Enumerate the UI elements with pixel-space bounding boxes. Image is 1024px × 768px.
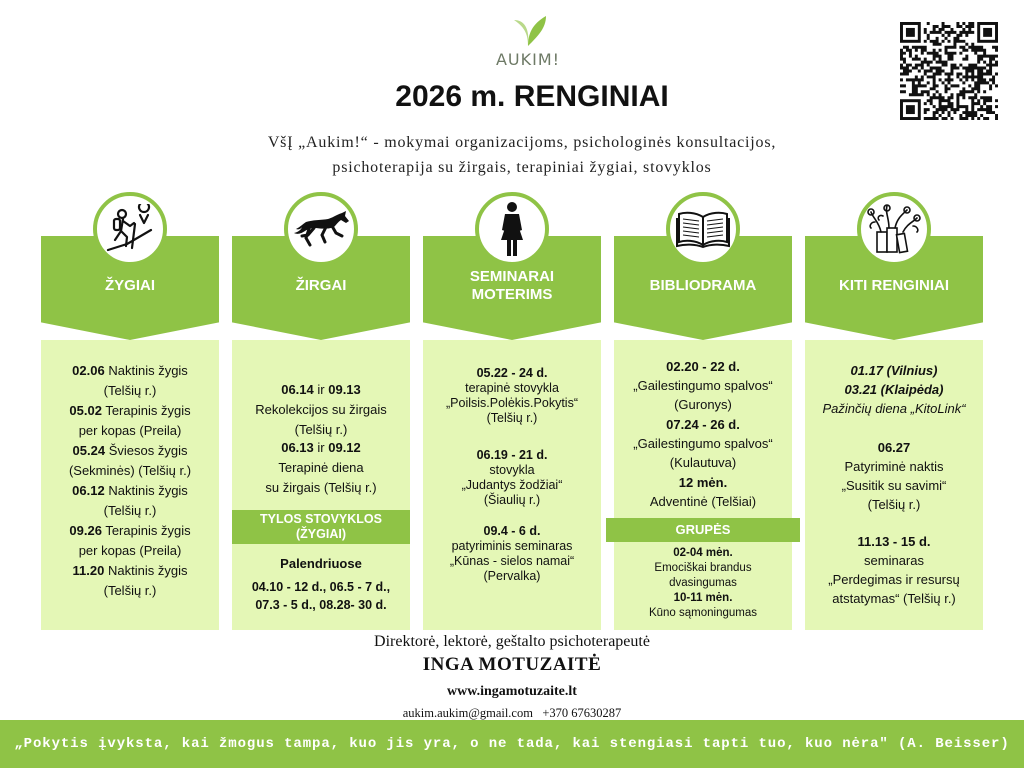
author-role: Direktorė, lektorė, geštalto psichoterapeutė <box>374 633 650 650</box>
column-horses <box>232 236 410 630</box>
column-title: BIBLIODRAMA <box>649 277 757 294</box>
silence-camps-band: TYLOS STOVYKLOS (ŽYGIAI) <box>232 510 410 544</box>
camp-place: Palendriuose <box>280 556 362 571</box>
horse-event-2: 06.13 ir 09.12 Terapinė diena su žirgais (Telšių r.) <box>265 440 377 495</box>
list-item: 06.12 Naktinis žygis <box>72 483 188 498</box>
logo <box>478 14 578 69</box>
column-title: ŽYGIAI <box>104 277 155 294</box>
phone-number: +370 67630287 <box>542 706 622 720</box>
subtitle-line-1: VšĮ „Aukim!“ - mokymai organizacijoms, psichologinės konsultacijos, <box>267 134 777 151</box>
logo-text: AUKIM! <box>495 50 561 69</box>
seminar-event-3: 09.4 - 6 d. patyriminis seminaras „Kūnas - sielos namai“ (Pervalka) <box>449 524 575 583</box>
list-item: 02.06 Naktinis žygis <box>72 363 188 378</box>
column-title: KITI RENGINIAI <box>838 277 949 294</box>
list-item: 05.02 Terapinis žygis <box>69 403 191 418</box>
quote-bar <box>0 720 1024 768</box>
other-event-3: 11.13 - 15 d. seminaras „Perdegimas ir resursų atstatymas“ (Telšių r.) <box>828 534 960 606</box>
groups-band: GRUPĖS <box>606 518 800 542</box>
website-link[interactable]: www.ingamotuzaite.lt <box>447 684 577 699</box>
subtitle-line-2: psichoterapija su žirgais, terapiniai žygiai, stovyklos <box>332 159 712 176</box>
seminar-event-1: 05.22 - 24 d. terapinė stovykla „Poilsis.Polėkis.Pokytis“ (Telšių r.) <box>446 366 578 425</box>
column-women-seminars <box>423 236 601 630</box>
column-bibliodrama <box>614 236 792 630</box>
camp-dates: 04.10 - 12 d., 06.5 - 7 d., 07.3 - 5 d., 08.28- 30 d. <box>251 580 391 612</box>
list-item-place: (Telšių r.) <box>103 583 157 598</box>
woman-icon <box>475 192 549 266</box>
list-item-place: (Sekminės) (Telšių r.) <box>68 463 192 478</box>
column-title: SEMINARAI MOTERIMS <box>469 268 555 303</box>
horse-icon <box>284 192 358 266</box>
list-item-place: per kopas (Preila) <box>78 543 182 558</box>
list-item: 05.24 Šviesos žygis <box>72 443 188 458</box>
bibliodrama-advent: 12 mėn. Adventinė (Telšiai) <box>649 475 757 509</box>
hiker-icon <box>93 192 167 266</box>
list-item-place: (Telšių r.) <box>103 503 157 518</box>
hike-events <box>41 361 219 601</box>
open-book-icon <box>666 192 740 266</box>
seminar-event-2: 06.19 - 21 d. stovykla „Judantys žodžiai“ (Šiaulių r.) <box>461 448 563 507</box>
column-hikes <box>41 236 219 630</box>
flowers-books-icon <box>857 192 931 266</box>
list-item: 11.20 Naktinis žygis <box>72 563 188 578</box>
quote-text: „Pokytis įvyksta, kai žmogus tampa, kuo jis yra, o ne tada, kai stengiasi tapti tuo, kuo nėra" (A. Beisser) <box>14 736 1010 752</box>
email-link[interactable]: aukim.aukim@gmail.com <box>402 706 533 720</box>
list-item-place: per kopas (Preila) <box>78 423 182 438</box>
subtitle <box>150 130 894 180</box>
horse-event-1: 06.14 ir 09.13 Rekolekcijos su žirgais (Telšių r.) <box>255 382 387 437</box>
leaf-sprout-icon <box>506 14 550 48</box>
page-title: 2026 m. RENGINIAI <box>395 80 669 113</box>
bibliodrama-groups: 02-04 mėn. Emociškai brandus dvasingumas 10-11 mėn. Kūno sąmoningumas <box>648 547 758 619</box>
column-title: ŽIRGAI <box>295 277 347 294</box>
list-item: 09.26 Terapinis žygis <box>69 523 191 538</box>
column-other-events <box>805 236 983 630</box>
bibliodrama-event-2: 07.24 - 26 d. „Gailestingumo spalvos“ (Kulautuva) <box>633 417 773 470</box>
other-event-2: 06.27 Patyriminė naktis „Susitik su savimi“ (Telšių r.) <box>841 440 947 512</box>
other-event-1: 01.17 (Vilnius) 03.21 (Klaipėda) Pažinčių diena „KitoLink“ <box>822 363 966 416</box>
bibliodrama-event-1: 02.20 - 22 d. „Gailestingumo spalvos“ (Guronys) <box>633 359 773 412</box>
list-item-place: (Telšių r.) <box>103 383 157 398</box>
contact-line <box>0 706 1024 721</box>
author-name: INGA MOTUZAITĖ <box>422 654 602 675</box>
